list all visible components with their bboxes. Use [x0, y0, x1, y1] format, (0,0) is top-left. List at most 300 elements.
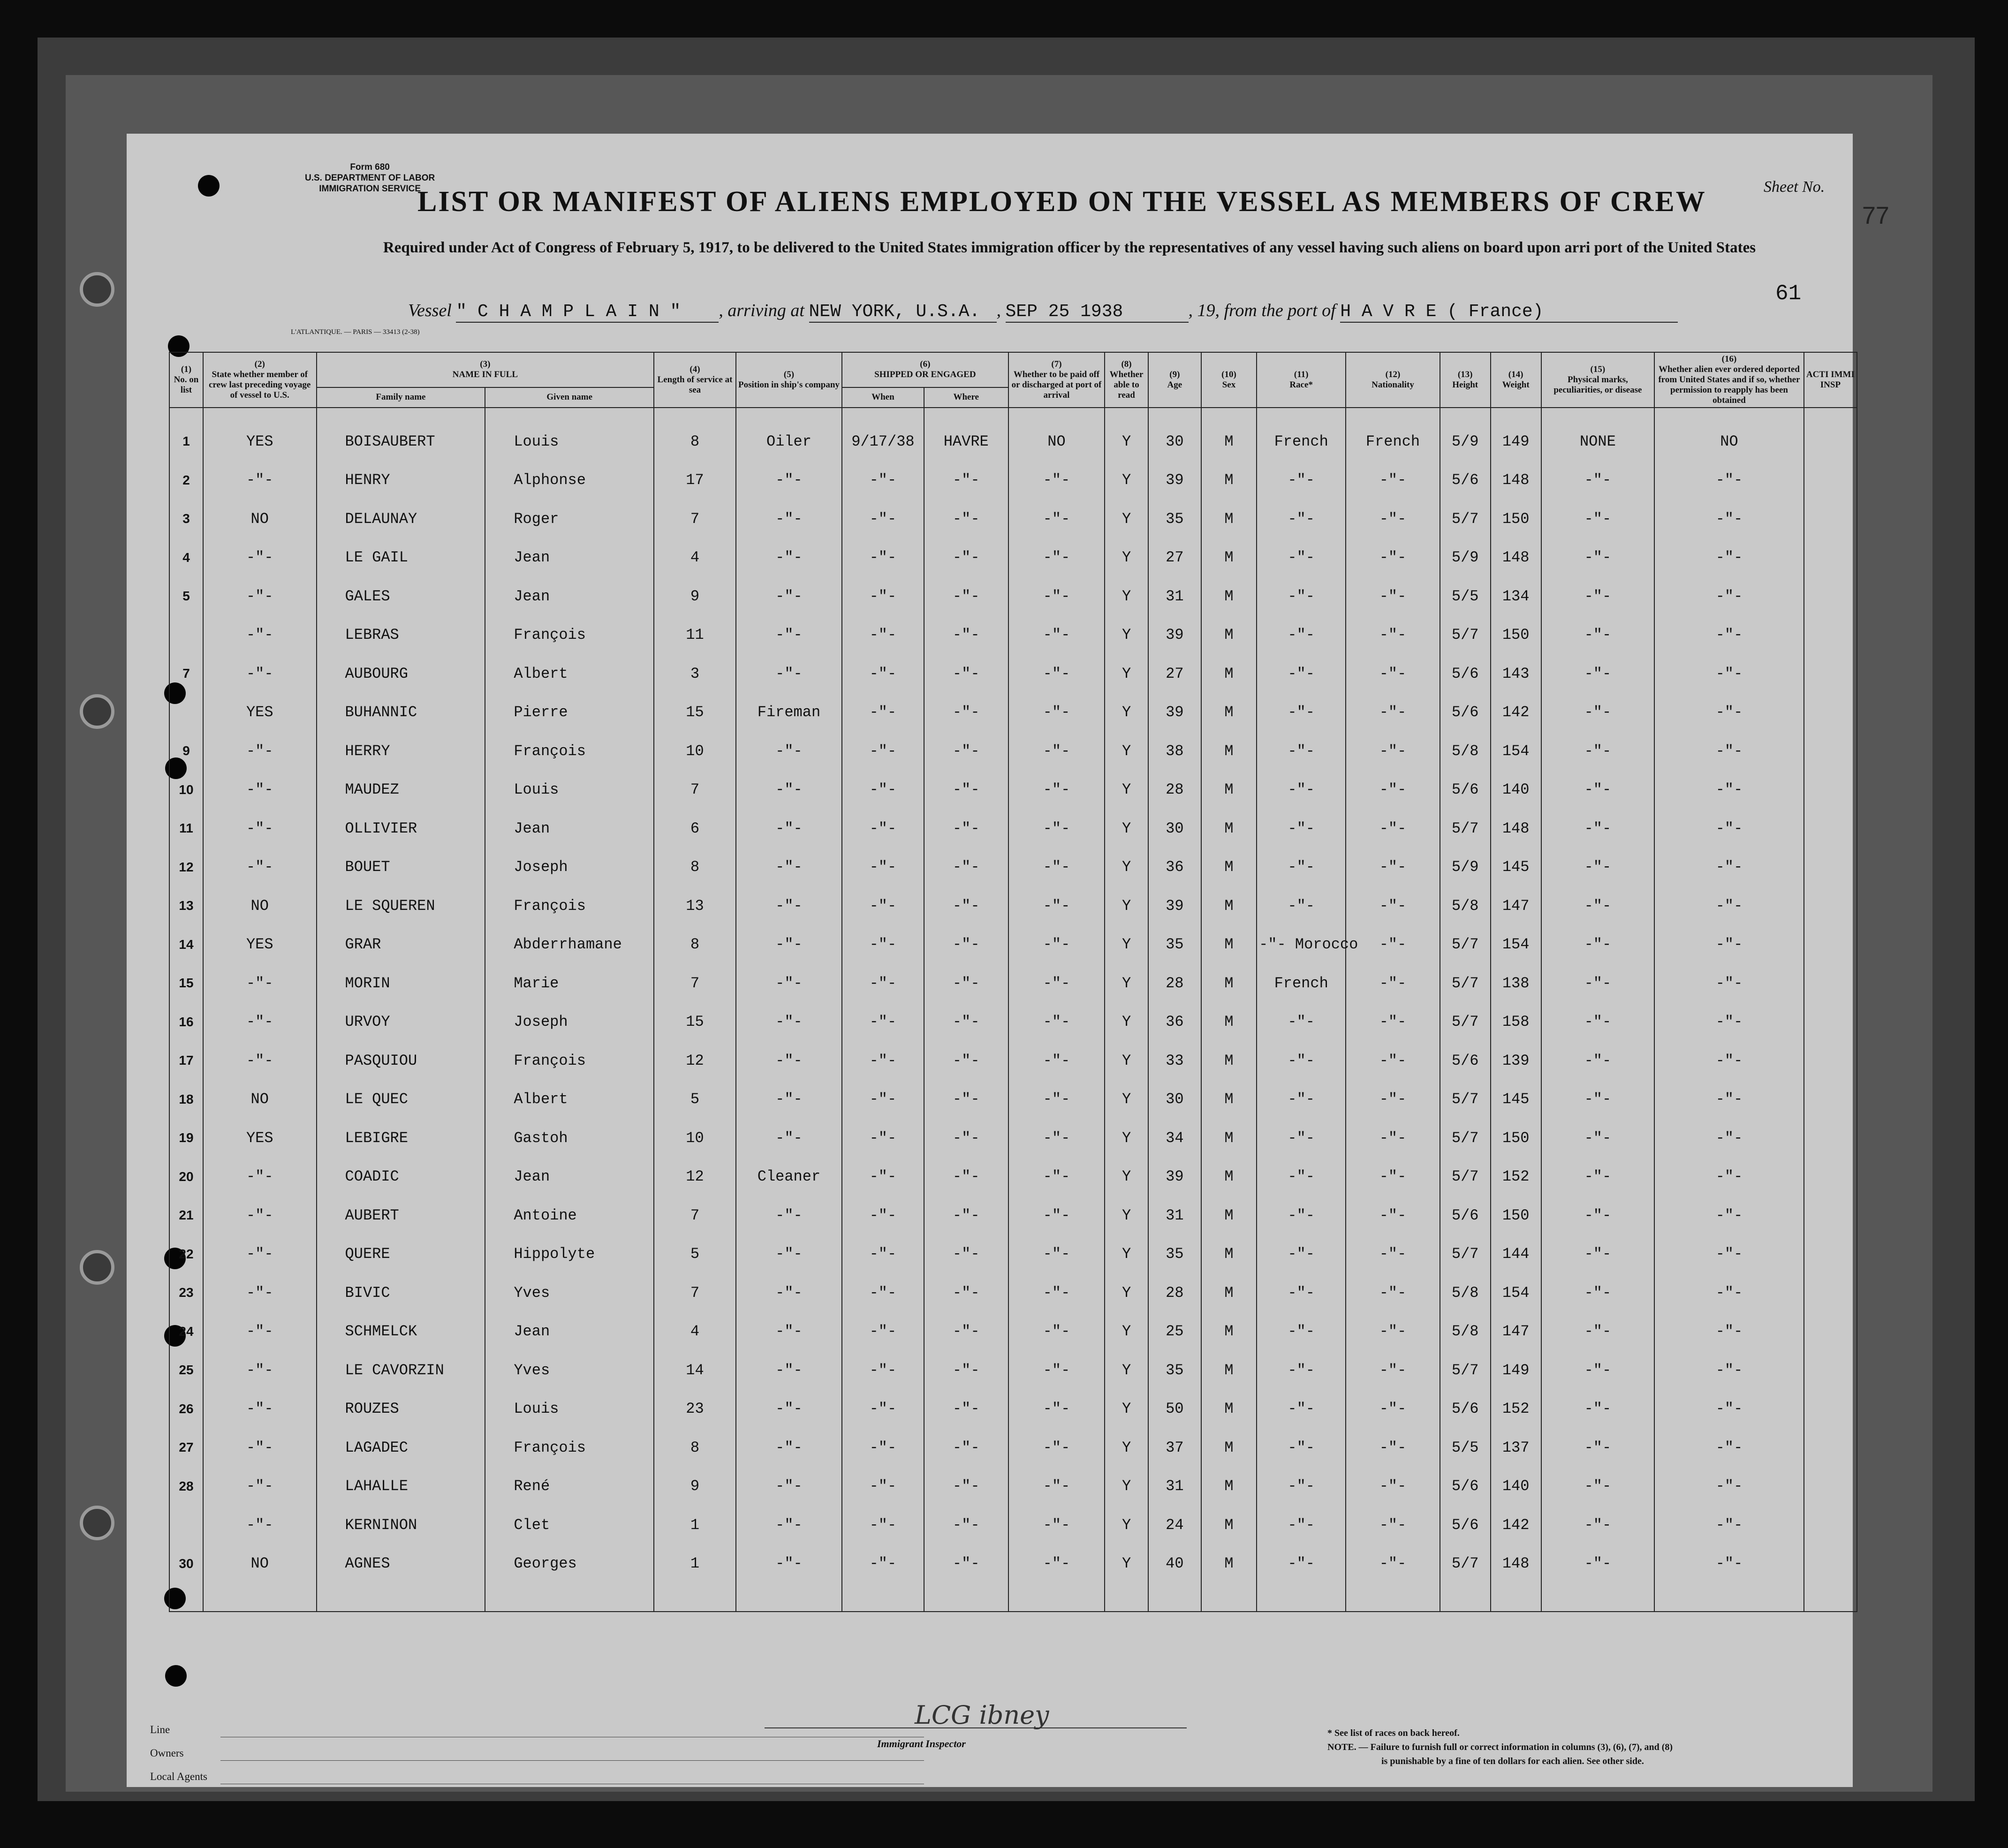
- weight: 154: [1491, 732, 1541, 771]
- weight: 154: [1491, 925, 1541, 964]
- action-cell: [1804, 1545, 1857, 1583]
- table-row: [169, 848, 1857, 887]
- race: -"-: [1257, 1158, 1346, 1197]
- given-name: Abderrhamane: [485, 925, 654, 964]
- paid-off: -"-: [1008, 771, 1105, 810]
- row-no: 26: [169, 1390, 203, 1429]
- action-cell: [1804, 1467, 1857, 1506]
- age: 34: [1148, 1119, 1201, 1158]
- sex: M: [1201, 848, 1257, 887]
- weight: 140: [1491, 771, 1541, 810]
- shipped-where: -"-: [924, 1545, 1008, 1583]
- action-cell: [1804, 1235, 1857, 1274]
- sex: M: [1201, 1390, 1257, 1429]
- nationality: -"-: [1346, 1041, 1440, 1080]
- physical-marks: -"-: [1541, 1467, 1655, 1506]
- family-name: GRAR: [317, 925, 485, 964]
- able-to-read: Y: [1105, 771, 1148, 810]
- department: U.S. DEPARTMENT OF LABOR: [305, 173, 435, 183]
- shipped-when: -"-: [842, 1390, 924, 1429]
- race: -"-: [1257, 1351, 1346, 1390]
- action-cell: [1804, 809, 1857, 848]
- paid-off: -"-: [1008, 1545, 1105, 1583]
- position: -"-: [736, 1119, 842, 1158]
- family-name: LE QUEC: [317, 1080, 485, 1119]
- height: 5/7: [1440, 1119, 1491, 1158]
- nationality: -"-: [1346, 1003, 1440, 1042]
- paid-off: -"-: [1008, 1041, 1105, 1080]
- given-name: Albert: [485, 654, 654, 693]
- height: 5/6: [1440, 1390, 1491, 1429]
- action-cell: [1804, 1080, 1857, 1119]
- shipped-when: -"-: [842, 693, 924, 732]
- table-row: [169, 925, 1857, 964]
- height: 5/7: [1440, 964, 1491, 1003]
- last-voyage: -"-: [203, 1506, 317, 1545]
- row-no: [169, 693, 203, 732]
- race: -"-: [1257, 886, 1346, 925]
- family-name: LAHALLE: [317, 1467, 485, 1506]
- last-voyage: -"-: [203, 1235, 317, 1274]
- service-length: 9: [654, 1467, 736, 1506]
- action-cell: [1804, 1506, 1857, 1545]
- table-row: [169, 809, 1857, 848]
- shipped-when: -"-: [842, 1196, 924, 1235]
- deported: -"-: [1654, 1041, 1804, 1080]
- deported: -"-: [1654, 461, 1804, 500]
- table-row: [169, 1390, 1857, 1429]
- family-name: LE GAIL: [317, 538, 485, 577]
- shipped-where: -"-: [924, 1428, 1008, 1467]
- row-no: 7: [169, 654, 203, 693]
- family-name: PASQUIOU: [317, 1041, 485, 1080]
- given-name: Pierre: [485, 693, 654, 732]
- service-length: 7: [654, 1273, 736, 1312]
- family-name: HENRY: [317, 461, 485, 500]
- family-name: KERNINON: [317, 1506, 485, 1545]
- age: 50: [1148, 1390, 1201, 1429]
- age: 30: [1148, 1080, 1201, 1119]
- weight: 158: [1491, 1003, 1541, 1042]
- shipped-when: -"-: [842, 1235, 924, 1274]
- race: -"-: [1257, 1041, 1346, 1080]
- physical-marks: -"-: [1541, 771, 1655, 810]
- able-to-read: Y: [1105, 1351, 1148, 1390]
- weight: 149: [1491, 408, 1541, 461]
- shipped-when: -"-: [842, 654, 924, 693]
- last-voyage: -"-: [203, 1041, 317, 1080]
- height: 5/7: [1440, 1158, 1491, 1197]
- col-shipped: (6) SHIPPED OR ENGAGED: [842, 352, 1008, 387]
- weight: 145: [1491, 1080, 1541, 1119]
- race: -"-: [1257, 616, 1346, 655]
- able-to-read: Y: [1105, 654, 1148, 693]
- deported: -"-: [1654, 964, 1804, 1003]
- action-cell: [1804, 461, 1857, 500]
- age: 35: [1148, 1351, 1201, 1390]
- given-name: Joseph: [485, 848, 654, 887]
- service-length: 12: [654, 1158, 736, 1197]
- row-no: 3: [169, 500, 203, 538]
- row-no: 18: [169, 1080, 203, 1119]
- action-cell: [1804, 1312, 1857, 1351]
- table-row: [169, 1545, 1857, 1583]
- col-action: ACTI IMMI INSP: [1804, 352, 1857, 408]
- race: -"-: [1257, 771, 1346, 810]
- age: 28: [1148, 1273, 1201, 1312]
- table-row: [169, 1506, 1857, 1545]
- col-age: (9) Age: [1148, 352, 1201, 408]
- sex: M: [1201, 1003, 1257, 1042]
- row-no: 23: [169, 1273, 203, 1312]
- service-length: 7: [654, 1196, 736, 1235]
- weight: 149: [1491, 1351, 1541, 1390]
- table-row: [169, 408, 1857, 461]
- family-name: BUHANNIC: [317, 693, 485, 732]
- last-voyage: NO: [203, 500, 317, 538]
- deported: -"-: [1654, 654, 1804, 693]
- last-voyage: NO: [203, 1545, 317, 1583]
- height: 5/6: [1440, 1041, 1491, 1080]
- paid-off: -"-: [1008, 1428, 1105, 1467]
- action-cell: [1804, 1428, 1857, 1467]
- position: -"-: [736, 577, 842, 616]
- deported: -"-: [1654, 1351, 1804, 1390]
- shipped-where: -"-: [924, 693, 1008, 732]
- deported: NO: [1654, 408, 1804, 461]
- physical-marks: -"-: [1541, 616, 1655, 655]
- table-row: [169, 1041, 1857, 1080]
- weight: 142: [1491, 693, 1541, 732]
- sex: M: [1201, 771, 1257, 810]
- row-no: [169, 1506, 203, 1545]
- service-length: 3: [654, 654, 736, 693]
- nationality: -"-: [1346, 1506, 1440, 1545]
- nationality: -"-: [1346, 1196, 1440, 1235]
- family-name: URVOY: [317, 1003, 485, 1042]
- physical-marks: -"-: [1541, 809, 1655, 848]
- last-voyage: -"-: [203, 461, 317, 500]
- service-length: 15: [654, 693, 736, 732]
- table-row: [169, 732, 1857, 771]
- able-to-read: Y: [1105, 538, 1148, 577]
- height: 5/7: [1440, 925, 1491, 964]
- given-name: François: [485, 1041, 654, 1080]
- empty-cell: [169, 1583, 203, 1612]
- race: -"-: [1257, 1196, 1346, 1235]
- race: -"-: [1257, 1080, 1346, 1119]
- signature-line: [765, 1727, 1187, 1728]
- owners-label: Owners: [150, 1747, 184, 1759]
- shipped-where: -"-: [924, 771, 1008, 810]
- physical-marks: -"-: [1541, 1158, 1655, 1197]
- age: 27: [1148, 538, 1201, 577]
- paid-off: -"-: [1008, 1080, 1105, 1119]
- age: 39: [1148, 693, 1201, 732]
- table-row: [169, 1351, 1857, 1390]
- physical-marks: -"-: [1541, 1428, 1655, 1467]
- race: -"-: [1257, 1003, 1346, 1042]
- empty-cell: [1008, 1583, 1105, 1612]
- last-voyage: YES: [203, 925, 317, 964]
- given-name: Jean: [485, 538, 654, 577]
- sex: M: [1201, 809, 1257, 848]
- physical-marks: -"-: [1541, 964, 1655, 1003]
- table-row: [169, 616, 1857, 655]
- weight: 147: [1491, 1312, 1541, 1351]
- row-no: 25: [169, 1351, 203, 1390]
- table-row: [169, 1428, 1857, 1467]
- able-to-read: Y: [1105, 1196, 1148, 1235]
- action-cell: [1804, 408, 1857, 461]
- arrival-date: SEP 25 1938: [1006, 302, 1189, 323]
- service-length: 8: [654, 408, 736, 461]
- age: 36: [1148, 1003, 1201, 1042]
- shipped-where: -"-: [924, 1080, 1008, 1119]
- footer-note: [1327, 1726, 1673, 1768]
- race: -"-: [1257, 654, 1346, 693]
- able-to-read: Y: [1105, 809, 1148, 848]
- given-name: Yves: [485, 1351, 654, 1390]
- service-length: 8: [654, 1428, 736, 1467]
- physical-marks: -"-: [1541, 1390, 1655, 1429]
- deported: -"-: [1654, 1003, 1804, 1042]
- family-name: DELAUNAY: [317, 500, 485, 538]
- sex: M: [1201, 1312, 1257, 1351]
- sex: M: [1201, 1545, 1257, 1583]
- last-voyage: -"-: [203, 1273, 317, 1312]
- shipped-when: -"-: [842, 964, 924, 1003]
- margin-number: 77: [1862, 202, 1889, 229]
- empty-cell: [1257, 1583, 1346, 1612]
- col-height: (13) Height: [1440, 352, 1491, 408]
- sex: M: [1201, 1119, 1257, 1158]
- age: 31: [1148, 1196, 1201, 1235]
- position: -"-: [736, 461, 842, 500]
- sex: M: [1201, 1080, 1257, 1119]
- race: -"-: [1257, 809, 1346, 848]
- weight: 143: [1491, 654, 1541, 693]
- last-voyage: -"-: [203, 1351, 317, 1390]
- shipped-when: -"-: [842, 886, 924, 925]
- service-length: 12: [654, 1041, 736, 1080]
- race: -"-: [1257, 1506, 1346, 1545]
- physical-marks: -"-: [1541, 461, 1655, 500]
- last-voyage: -"-: [203, 848, 317, 887]
- col-deported: (16) Whether alien ever ordered deported from United States and if so, whether permission to reapply has been obtained: [1654, 352, 1804, 408]
- nationality: -"-: [1346, 1119, 1440, 1158]
- deported: -"-: [1654, 1428, 1804, 1467]
- nationality: -"-: [1346, 732, 1440, 771]
- age: 27: [1148, 654, 1201, 693]
- last-voyage: -"-: [203, 732, 317, 771]
- service-length: 8: [654, 925, 736, 964]
- able-to-read: Y: [1105, 500, 1148, 538]
- action-cell: [1804, 500, 1857, 538]
- height: 5/5: [1440, 577, 1491, 616]
- vessel-line: Vessel " C H A M P L A I N " , arriving at NEW YORK, U.S.A. , SEP 25 1938 , 19, from the port of H A V R E ( France): [408, 300, 1815, 323]
- age: 30: [1148, 809, 1201, 848]
- able-to-read: Y: [1105, 964, 1148, 1003]
- race: -"-: [1257, 1428, 1346, 1467]
- sex: M: [1201, 577, 1257, 616]
- action-cell: [1804, 538, 1857, 577]
- page-number: 61: [1775, 281, 1802, 306]
- family-name: QUERE: [317, 1235, 485, 1274]
- sex: M: [1201, 925, 1257, 964]
- physical-marks: -"-: [1541, 577, 1655, 616]
- race: -"-: [1257, 1467, 1346, 1506]
- shipped-where: -"-: [924, 1041, 1008, 1080]
- table-row: [169, 1080, 1857, 1119]
- family-name: SCHMELCK: [317, 1312, 485, 1351]
- shipped-when: -"-: [842, 1273, 924, 1312]
- deported: -"-: [1654, 1390, 1804, 1429]
- able-to-read: Y: [1105, 461, 1148, 500]
- local-agents-label: Local Agents: [150, 1771, 207, 1782]
- row-no: 13: [169, 886, 203, 925]
- age: 25: [1148, 1312, 1201, 1351]
- deported: -"-: [1654, 848, 1804, 887]
- col-sex: (10) Sex: [1201, 352, 1257, 408]
- shipped-when: -"-: [842, 538, 924, 577]
- height: 5/6: [1440, 771, 1491, 810]
- service-length: 23: [654, 1390, 736, 1429]
- position: -"-: [736, 848, 842, 887]
- family-name: MORIN: [317, 964, 485, 1003]
- sex: M: [1201, 964, 1257, 1003]
- table-header: [169, 352, 1857, 408]
- last-voyage: NO: [203, 1080, 317, 1119]
- shipped-when: -"-: [842, 1119, 924, 1158]
- row-no: 15: [169, 964, 203, 1003]
- nationality: -"-: [1346, 886, 1440, 925]
- row-no: 17: [169, 1041, 203, 1080]
- paid-off: -"-: [1008, 964, 1105, 1003]
- table-end: [169, 1583, 1857, 1612]
- age: 35: [1148, 1235, 1201, 1274]
- given-name: Jean: [485, 1158, 654, 1197]
- last-voyage: -"-: [203, 809, 317, 848]
- family-name: HERRY: [317, 732, 485, 771]
- able-to-read: Y: [1105, 577, 1148, 616]
- given-name: Jean: [485, 577, 654, 616]
- given-name: Marie: [485, 964, 654, 1003]
- height: 5/7: [1440, 1080, 1491, 1119]
- family-name: LEBRAS: [317, 616, 485, 655]
- requirement-text: Required under Act of Congress of February 5, 1917, to be delivered to the United States immigration officer by the representatives of any vessel having such aliens on board upon arri port of the United States: [383, 239, 1756, 256]
- family-name: LE SQUEREN: [317, 886, 485, 925]
- nationality: -"-: [1346, 1467, 1440, 1506]
- weight: 148: [1491, 461, 1541, 500]
- position: -"-: [736, 1428, 842, 1467]
- family-name: AGNES: [317, 1545, 485, 1583]
- deported: -"-: [1654, 1080, 1804, 1119]
- shipped-when: -"-: [842, 809, 924, 848]
- shipped-when: -"-: [842, 1158, 924, 1197]
- height: 5/9: [1440, 538, 1491, 577]
- given-name: Louis: [485, 771, 654, 810]
- able-to-read: Y: [1105, 1003, 1148, 1042]
- service-length: 7: [654, 964, 736, 1003]
- row-no: 20: [169, 1158, 203, 1197]
- given-name: Georges: [485, 1545, 654, 1583]
- row-no: 16: [169, 1003, 203, 1042]
- row-no: 11: [169, 809, 203, 848]
- weight: 152: [1491, 1390, 1541, 1429]
- weight: 144: [1491, 1235, 1541, 1274]
- able-to-read: Y: [1105, 616, 1148, 655]
- table-row: [169, 1467, 1857, 1506]
- sex: M: [1201, 1041, 1257, 1080]
- service: IMMIGRATION SERVICE: [319, 184, 421, 194]
- deported: -"-: [1654, 1545, 1804, 1583]
- race: French: [1257, 408, 1346, 461]
- nationality: -"-: [1346, 1351, 1440, 1390]
- shipped-where: -"-: [924, 1273, 1008, 1312]
- col-weight: (14) Weight: [1491, 352, 1541, 408]
- able-to-read: Y: [1105, 925, 1148, 964]
- empty-cell: [924, 1583, 1008, 1612]
- shipped-when: -"-: [842, 1351, 924, 1390]
- shipped-when: -"-: [842, 1312, 924, 1351]
- position: -"-: [736, 538, 842, 577]
- physical-marks: -"-: [1541, 1041, 1655, 1080]
- row-no: 12: [169, 848, 203, 887]
- sheet-number-label: Sheet No.: [1764, 178, 1825, 196]
- table-row: [169, 1235, 1857, 1274]
- service-length: 10: [654, 1119, 736, 1158]
- age: 39: [1148, 461, 1201, 500]
- col-race: (11) Race*: [1257, 352, 1346, 408]
- able-to-read: Y: [1105, 886, 1148, 925]
- paid-off: -"-: [1008, 1312, 1105, 1351]
- weight: 145: [1491, 848, 1541, 887]
- shipped-where: -"-: [924, 848, 1008, 887]
- action-cell: [1804, 964, 1857, 1003]
- able-to-read: Y: [1105, 1506, 1148, 1545]
- deported: -"-: [1654, 616, 1804, 655]
- sex: M: [1201, 461, 1257, 500]
- paid-off: -"-: [1008, 1196, 1105, 1235]
- service-length: 4: [654, 1312, 736, 1351]
- height: 5/9: [1440, 408, 1491, 461]
- nationality: -"-: [1346, 654, 1440, 693]
- weight: 134: [1491, 577, 1541, 616]
- last-voyage: YES: [203, 408, 317, 461]
- age: 31: [1148, 1467, 1201, 1506]
- fine-note-line1: NOTE. — Failure to furnish full or correct information in columns (3), (6), (7), and (8): [1327, 1742, 1673, 1752]
- physical-marks: -"-: [1541, 654, 1655, 693]
- able-to-read: Y: [1105, 1467, 1148, 1506]
- deported: -"-: [1654, 538, 1804, 577]
- printer-imprint: L'ATLANTIQUE. — PARIS — 33413 (2-38): [291, 328, 420, 336]
- physical-marks: -"-: [1541, 1235, 1655, 1274]
- col-family-name: Family name: [317, 387, 485, 408]
- position: -"-: [736, 1273, 842, 1312]
- weight: 148: [1491, 1545, 1541, 1583]
- nationality: -"-: [1346, 1390, 1440, 1429]
- paid-off: -"-: [1008, 616, 1105, 655]
- row-no: 27: [169, 1428, 203, 1467]
- table-row: [169, 500, 1857, 538]
- sex: M: [1201, 1235, 1257, 1274]
- position: -"-: [736, 500, 842, 538]
- weight: 147: [1491, 886, 1541, 925]
- race: -"-: [1257, 1390, 1346, 1429]
- row-no: 28: [169, 1467, 203, 1506]
- given-name: François: [485, 886, 654, 925]
